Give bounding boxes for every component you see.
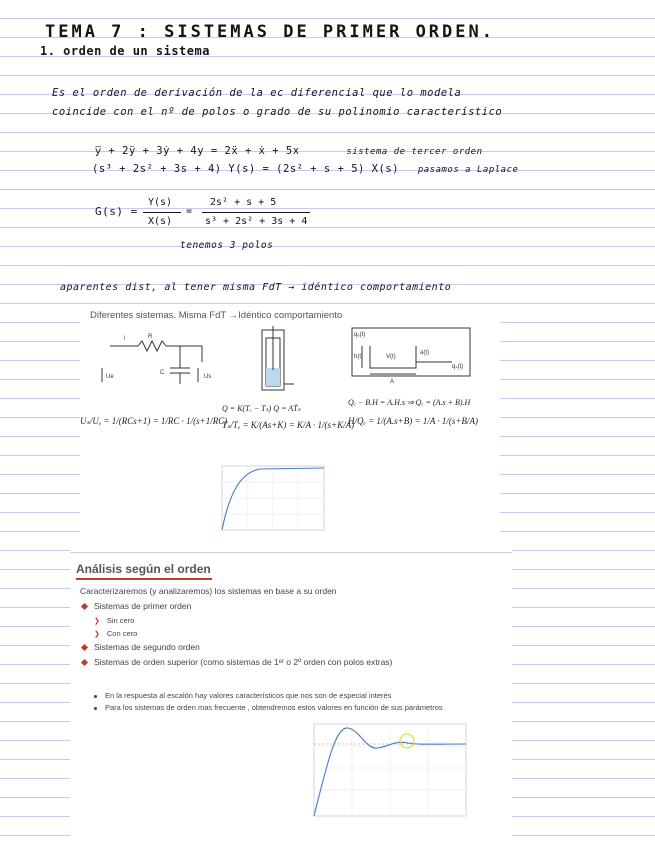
diamond-icon (81, 659, 88, 666)
eq1-note: sistema de tercer orden (346, 147, 483, 157)
resistor-label: R (148, 334, 153, 340)
point-step-response (94, 691, 391, 700)
slide1-title: Diferentes sistemas. Misma FdT →Idéntico comportamiento (90, 310, 343, 321)
bullet-with-zero-label: Con cero (106, 629, 138, 638)
g-equals: = (186, 206, 193, 217)
page-title: TEMA 7 : SISTEMAS DE PRIMER ORDEN. (45, 22, 495, 42)
bullet-higher-order-label: Sistemas de orden superior (como sistemas de 1ᵉʳ o 2º orden con polos extras) (94, 657, 393, 667)
second-order-step-plot (306, 720, 470, 822)
chevron-right-icon: ❯ (94, 618, 100, 625)
poly-denominator: s³ + 2s² + 3s + 4 (205, 216, 308, 227)
section-heading: 1. orden de un sistema (40, 44, 210, 58)
bullet-first-order-label: Sistemas de primer orden (94, 601, 192, 611)
definition-line-1: Es el orden de derivación de la ec diferencial que lo modela (52, 87, 462, 99)
hydraulic-transfer-function: H/Qₑ = 1/(A.s+B) = 1/A · 1/(s+B/A) (348, 416, 478, 426)
thermal-equation: Q = K(Tₑ − Tₛ) Q = AṪₛ (222, 404, 301, 413)
intro-text: Caracterizaremos (y analizaremos) los sistemas en base a su orden (80, 586, 337, 596)
bullet-higher-order (82, 657, 392, 667)
poles-note: tenemos 3 polos (180, 240, 274, 251)
electric-transfer-function: Uₛ/Uₑ = 1/(RCs+1) = 1/RC · 1/(s+1/RC) (80, 416, 228, 426)
first-order-step-plot (216, 462, 328, 536)
point-parameters (94, 703, 443, 712)
bullet-dot-icon (94, 695, 97, 698)
system-diagrams (80, 326, 500, 402)
bullet-dot-icon (94, 707, 97, 710)
hydraulic-equation: Qₑ − B.H = A.H.s ⇒ Qₑ = (A.s + B).H (348, 398, 471, 407)
slide-systems (80, 304, 500, 544)
bullet-with-zero (94, 629, 137, 638)
rc-circuit-diagram (102, 341, 202, 384)
thermal-transfer-function: Tₛ/Tₑ = K/(As+K) = K/A · 1/(s+K/A) (222, 420, 355, 430)
chevron-right-icon: ❯ (94, 631, 100, 638)
transfer-function-label: G(s) = (95, 205, 138, 218)
eq2-note: pasamos a Laplace (417, 165, 519, 175)
slide-analysis (70, 548, 512, 840)
g-denominator: X(s) (148, 216, 173, 227)
definition-line-2: coincide con el nº de polos o grado de su polinomio característico (52, 106, 503, 118)
eq1-text: y⃛ + 2ÿ + 3ẏ + 4y = 2ẍ + ẋ + 5x (95, 145, 300, 157)
comparison-note: aparentes dist, al tener misma FdT → idéntico comportamiento (60, 282, 452, 293)
fraction-bar-2 (202, 212, 310, 213)
title-underline (76, 578, 212, 580)
diamond-icon (81, 644, 88, 651)
bullet-second-order (82, 642, 200, 652)
outflow-label: qₛ(t) (452, 364, 464, 370)
diamond-icon (81, 603, 88, 610)
volume-label: V(t) (386, 354, 396, 360)
bullet-second-order-label: Sistemas de segundo orden (94, 642, 200, 652)
g-numerator: Y(s) (148, 197, 173, 208)
slide2-title: Análisis según el orden (76, 562, 211, 576)
current-label: i (124, 336, 126, 342)
area-label: A (390, 379, 395, 385)
eq2-text: (s³ + 2s² + 3s + 4) Y(s) = (2s² + s + 5) X(s) (92, 163, 399, 175)
capacitor-label: C (160, 370, 165, 376)
laplace-equation (92, 163, 518, 175)
height-label: h(t) (354, 354, 363, 360)
output-voltage-label: Us (204, 374, 212, 380)
point-parameters-label: Para los sistemas de orden mas frecuente , obtendremos estos valores en función de sus parámetros (105, 703, 443, 712)
poly-numerator: 2s² + s + 5 (210, 197, 277, 208)
inflow-label: qₑ(t) (354, 332, 366, 338)
differential-equation (95, 145, 483, 157)
fraction-bar-1 (143, 212, 181, 213)
bullet-no-zero (94, 616, 134, 625)
point-step-response-label: En la respuesta al escalón hay valores característicos que nos son de especial interés (105, 691, 392, 700)
bullet-no-zero-label: Sin cero (106, 616, 135, 625)
valve-label: a(t) (420, 350, 429, 356)
slide2-divider (70, 552, 512, 553)
bullet-first-order (82, 601, 191, 611)
thermal-tank-diagram (262, 326, 294, 390)
input-voltage-label: Ue (106, 374, 114, 380)
